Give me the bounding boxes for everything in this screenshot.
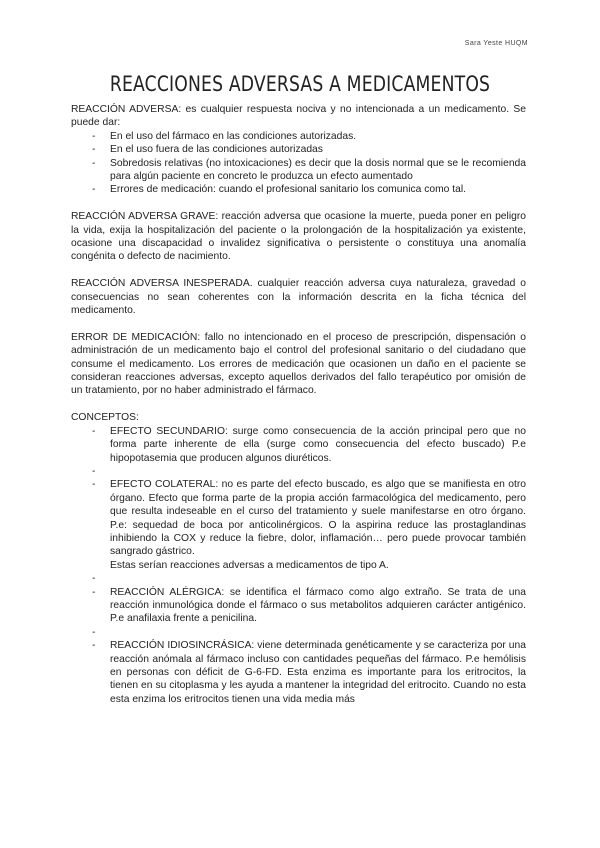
paragraph-error-medicacion: ERROR DE MEDICACIÓN: fallo no intencionado en el proceso de prescripción, dispensación o administración de un medicamento bajo el control del profesional sanitario o del ciudadano que consume el medicamento. Los errores de medicación que ocasionen un daño en el paciente se consideran reacciones adversas, excepto aquellos derivados del fallo terapéutico por omisión de un tratamiento, por no haber administrado el fármaco.: [71, 331, 526, 397]
list-item: - En el uso fuera de las condiciones autorizadas: [71, 143, 526, 156]
list-item: - En el uso del fármaco en las condiciones autorizadas.: [71, 130, 526, 143]
concept-reaccion-alergica: REACCIÓN ALÉRGICA: se identifica el fármaco como algo extraño. Se trata de una reacción inmunológica donde el fármaco o sus metabolitos adquieren carácter antigénico. P.e anafilaxia frente a penicilina.: [110, 586, 526, 625]
list-item: [71, 639, 526, 706]
document-body: [71, 103, 526, 706]
concept-reaccion-idiosincrasica: REACCIÓN IDIOSINCRÁSICA: viene determinada genéticamente y se caracteriza por una reacción anómala al fármaco incluso con cantidades pequeñas del fármaco. P.e hemólisis en personas con déficit de G-6-FD. Esta enzima es importante para los eritrocitos, la tienen en su citoplasma y les ayuda a mantener la integridad del eritrocito. Cuando no esta esta enzima los eritrocitos tienen una vida media más: [110, 640, 526, 705]
list-conceptos: [71, 425, 526, 706]
concept-efecto-colateral: EFECTO COLATERAL: no es parte del efecto buscado, es algo que se manifiesta en otro órgano. Efecto que forma parte de la propia acción farmacológica del medicamento, pero que resulta indeseable en el curso del tratamiento y suele manifestarse en otro órgano. P.e: sequedad de boca por anticolinérgicos. O la aspirina reduce las prostaglandinas inhibiendo la COX y reduce la fiebre, dolor, inflamación… pero puede provocar también sangrado gástrico.: [110, 479, 526, 558]
header-author: Sara Yeste HUQM: [464, 40, 528, 47]
paragraph-reaccion-adversa: REACCIÓN ADVERSA: es cualquier respuesta nociva y no intencionada a un medicamento. Se puede dar:: [71, 104, 526, 129]
list-item: - Sobredosis relativas (no intoxicaciones) es decir que la dosis normal que se le recomienda para algún paciente en concreto le produzca un efecto aumentado: [71, 157, 526, 184]
paragraph-reaccion-grave: REACCIÓN ADVERSA GRAVE: reacción adversa que ocasione la muerte, pueda poner en peligro la vida, exija la hospitalización del paciente o la prolongación de la hospitalización ya existente, ocasione una discapacidad o invalidez significativa o persistente o constituya una anomalía congénita o defecto de nacimiento.: [71, 211, 526, 263]
concept-efecto-secundario: EFECTO SECUNDARIO: surge como consecuencia de la acción principal pero que no forma parte inherente de ella (surge como consecuencia del efecto buscado) P.e hipopotasemia que producen algunos diuréticos.: [110, 425, 526, 464]
concept-efecto-colateral-note: Estas serían reacciones adversas a medicamentos de tipo A.: [110, 559, 389, 571]
list-item: [71, 425, 526, 465]
list-item: - Errores de medicación: cuando el profesional sanitario los comunica como tal.: [71, 183, 526, 196]
list-item: [71, 478, 526, 572]
conceptos-heading: CONCEPTOS:: [71, 412, 139, 424]
paragraph-reaccion-inesperada: REACCIÓN ADVERSA INESPERADA. cualquier reacción adversa cuya naturaleza, gravedad o consecuencias no sean coherentes con la información descrita en la ficha técnica del medicamento.: [71, 278, 526, 317]
list-item: [71, 586, 526, 626]
page-title: REACCIONES ADVERSAS A MEDICAMENTOS: [109, 72, 491, 96]
list-reaccion-adversa: [71, 130, 526, 197]
